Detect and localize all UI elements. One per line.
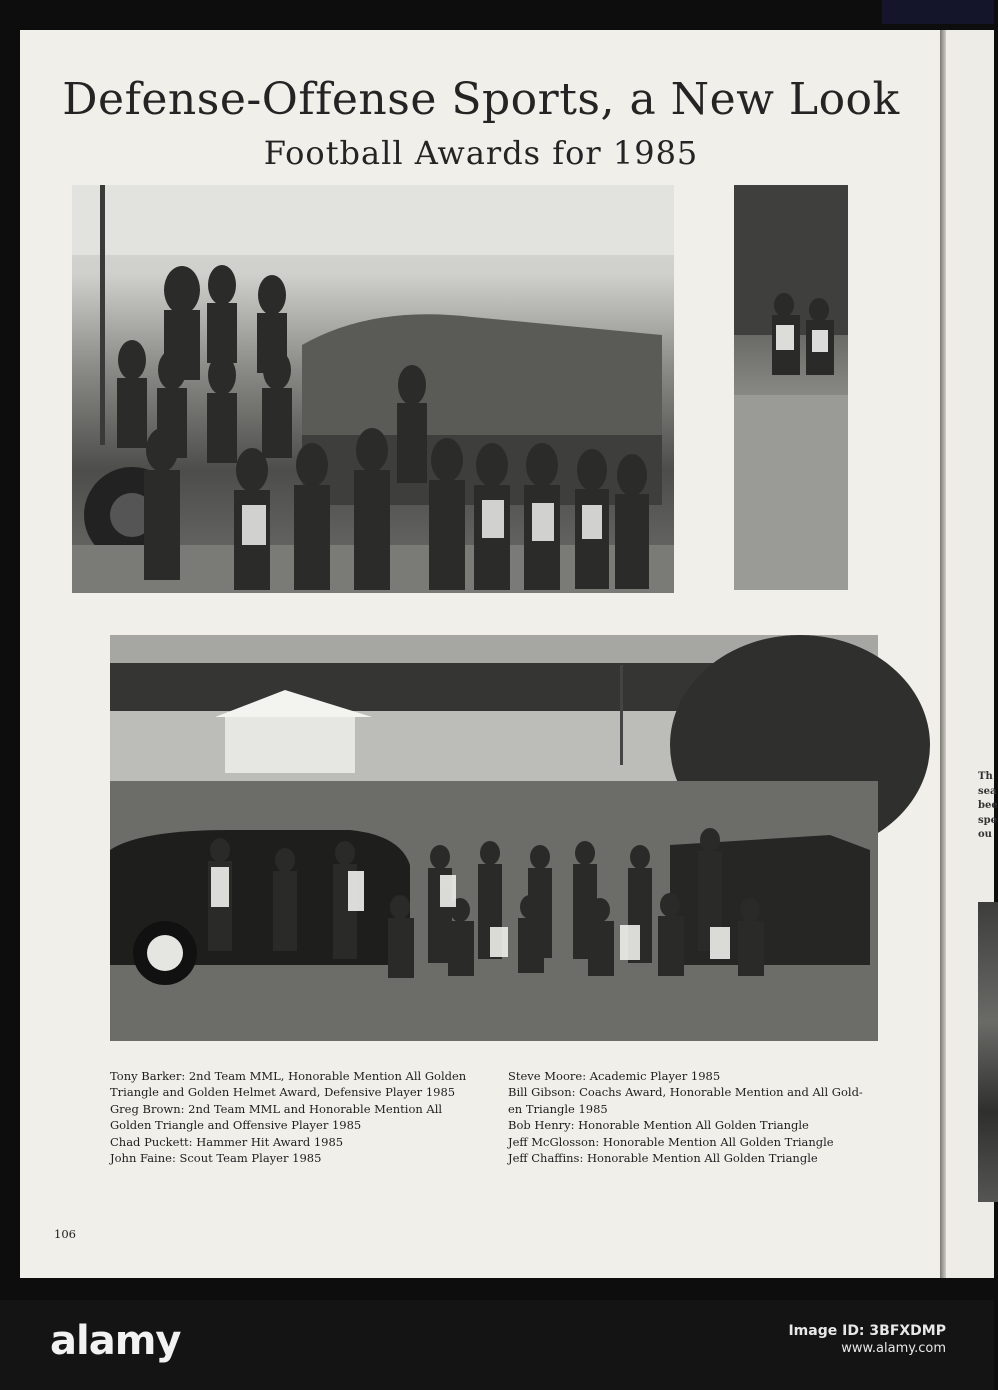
- next-page-text-line: spe: [978, 814, 997, 826]
- stock-logo: alamy: [50, 1318, 181, 1364]
- stock-url: www.alamy.com: [841, 1341, 946, 1356]
- caption-line: Triangle and Golden Helmet Award, Defensive Player 1985: [110, 1085, 456, 1100]
- caption-line: Jeff Chaffins: Honorable Mention All Golden Triangle: [508, 1151, 818, 1166]
- page-subtitle: Football Awards for 1985: [263, 134, 699, 172]
- caption-line: Bill Gibson: Coachs Award, Honorable Mention and All Gold-: [508, 1085, 863, 1100]
- binding-tab: [882, 0, 994, 24]
- caption-line: John Faine: Scout Team Player 1985: [110, 1151, 322, 1166]
- caption-line: Jeff McGlosson: Honorable Mention All Golden Triangle: [508, 1134, 834, 1149]
- award-captions-right: [508, 1068, 880, 1166]
- football-action-photo: [734, 185, 848, 590]
- award-captions-left: [110, 1068, 486, 1166]
- next-page-edge: [946, 30, 998, 1278]
- caption-line: en Triangle 1985: [508, 1101, 608, 1116]
- team-costume-photo: [110, 635, 878, 1041]
- caption-line: Greg Brown: 2nd Team MML and Honorable Mention All: [110, 1101, 443, 1116]
- caption-line: Golden Triangle and Offensive Player 1985: [110, 1118, 362, 1133]
- next-page-text-line: ou: [978, 829, 992, 840]
- caption-line: Tony Barker: 2nd Team MML, Honorable Mention All Golden: [110, 1069, 467, 1083]
- yearbook-page: [20, 30, 942, 1278]
- team-truck-photo-illustration: [72, 185, 674, 593]
- caption-line: Steve Moore: Academic Player 1985: [508, 1069, 721, 1083]
- caption-line: Chad Puckett: Hammer Hit Award 1985: [110, 1134, 344, 1149]
- next-page-photo: [978, 902, 998, 1202]
- next-page-text: [978, 770, 998, 843]
- next-page-text-line: Th: [978, 771, 993, 782]
- stock-image-id: Image ID: 3BFXDMP: [788, 1323, 946, 1339]
- team-truck-photo: [72, 185, 674, 593]
- stock-info: [788, 1322, 946, 1358]
- football-action-illustration: [734, 185, 848, 590]
- caption-line: Bob Henry: Honorable Mention All Golden Triangle: [508, 1118, 809, 1133]
- next-page-text-line: sea: [978, 785, 997, 797]
- team-costume-illustration: [110, 635, 878, 1041]
- page-number: 106: [54, 1227, 76, 1241]
- next-page-text-line: bee: [978, 800, 998, 811]
- page-title: Defense-Offense Sports, a New Look: [62, 74, 900, 125]
